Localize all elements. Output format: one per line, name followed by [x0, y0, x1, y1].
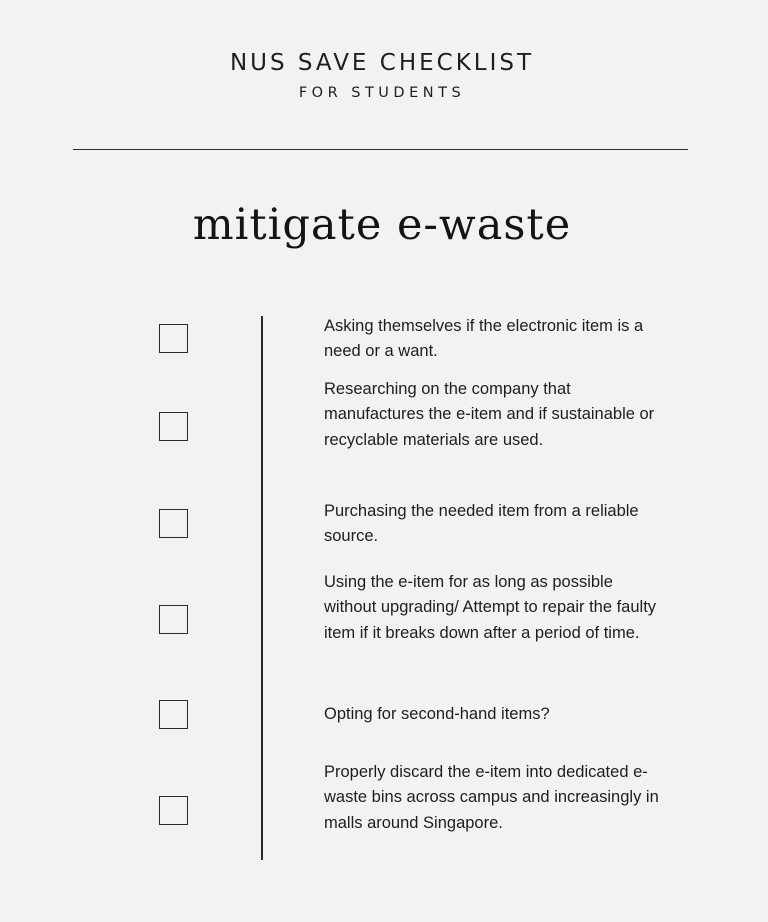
- page-subtitle: FOR STUDENTS: [298, 85, 466, 101]
- item-text-reliable-source: Purchasing the needed item from a reliable source.: [324, 502, 639, 546]
- checkbox-need-or-want[interactable]: [159, 324, 188, 353]
- checkbox-second-hand[interactable]: [159, 700, 188, 729]
- column-divider: [261, 316, 263, 860]
- item-text-second-hand: Opting for second-hand items?: [324, 705, 550, 723]
- checkbox-reliable-source[interactable]: [159, 509, 188, 538]
- checkbox-research-company[interactable]: [159, 412, 188, 441]
- section-heading: mitigate e-waste: [192, 200, 572, 250]
- item-text-use-long: Using the e-item for as long as possible without upgrading/ Attempt to repair the faulty item if it breaks down after a period of time.: [324, 573, 657, 642]
- item-text-need-or-want: Asking themselves if the electronic item is a need or a want.: [324, 317, 644, 361]
- item-text-proper-discard: Properly discard the e-item into dedicated e-waste bins across campus and increasingly in malls around Singapore.: [324, 763, 659, 832]
- page-title: NUS SAVE CHECKLIST: [229, 50, 535, 76]
- checkbox-proper-discard[interactable]: [159, 796, 188, 825]
- header-divider: [73, 149, 688, 150]
- item-text-research-company: Researching on the company that manufactures the e-item and if sustainable or recyclable materials are used.: [324, 380, 655, 449]
- checkbox-use-long[interactable]: [159, 605, 188, 634]
